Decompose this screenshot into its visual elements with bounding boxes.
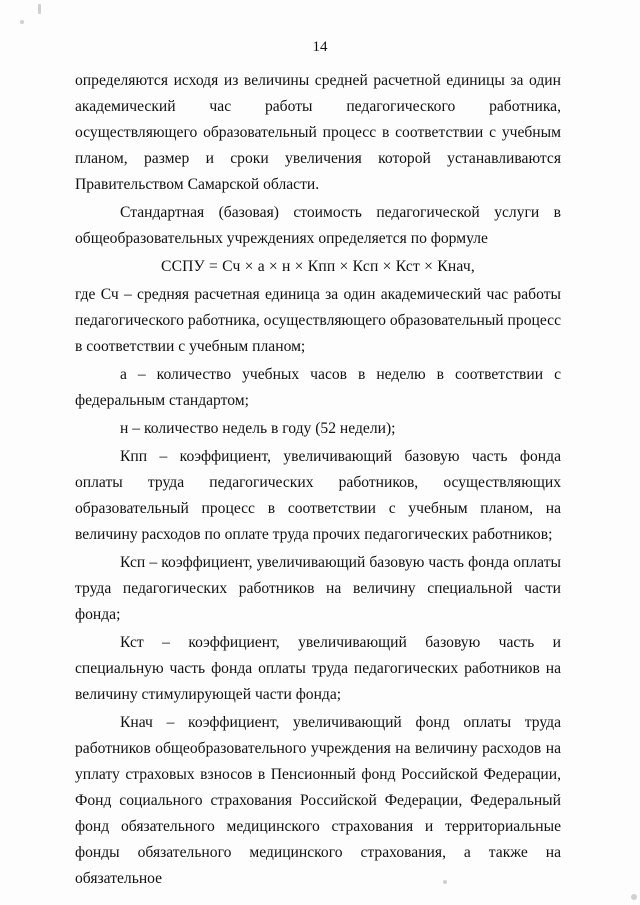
paragraph-definition-knach: Кнач – коэффициент, увеличивающий фонд оплаты труда работников общеобразовательного учреждения на величину расходов на уплату страховых взносов в Пенсионный фонд Российской Федерации, Фонд социального страхования Российской Федерации, Федеральный фонд обязательного медицинского страхования и территориальные фонды обязательного медицинского страхования, а также на обязательное xyxy=(75,714,561,887)
scan-artifact xyxy=(20,20,24,24)
paragraph-definition-a: а – количество учебных часов в неделю в соответствии с федеральным стандартом; xyxy=(75,366,561,409)
formula: ССПУ = Сч × а × н × Кпп × Ксп × Кст × Кнач, xyxy=(160,258,476,275)
page-number: 14 xyxy=(312,39,328,55)
paragraph-definition-ksp: Ксп – коэффициент, увеличивающий базовую часть фонда оплаты труда педагогических работников на величину специальной части фонда; xyxy=(75,554,561,623)
body-text xyxy=(75,68,561,892)
paragraph-definition-kst: Кст – коэффициент, увеличивающий базовую часть и специальную часть фонда оплаты труда педагогических работников на величину стимулирующей части фонда; xyxy=(75,634,561,703)
paragraph-definition-n: н – количество недель в году (52 недели); xyxy=(120,420,396,437)
scan-artifact xyxy=(631,894,637,900)
paragraph-standard-cost: Стандартная (базовая) стоимость педагогической услуги в общеобразовательных учреждениях определяется по формуле xyxy=(75,204,561,247)
paragraph-continuation: определяются исходя из величины средней расчетной единицы за один академический час работы педагогического работника, осуществляющего образовательный процесс в соответствии с учебным планом, размер и сроки увеличения которой устанавливаются Правительством Самарской области. xyxy=(75,72,561,193)
paragraph-definition-kpp: Кпп – коэффициент, увеличивающий базовую часть фонда оплаты труда педагогических работников, осуществляющих образовательный процесс в соответствии с учебным планом, на величину расходов по оплате труда прочих педагогических работников; xyxy=(75,448,561,543)
scan-artifact xyxy=(38,4,41,14)
paragraph-definition-sch: где Сч – средняя расчетная единица за один академический час работы педагогического работника, осуществляющего образовательный процесс в соответствии с учебным планом; xyxy=(75,286,561,355)
